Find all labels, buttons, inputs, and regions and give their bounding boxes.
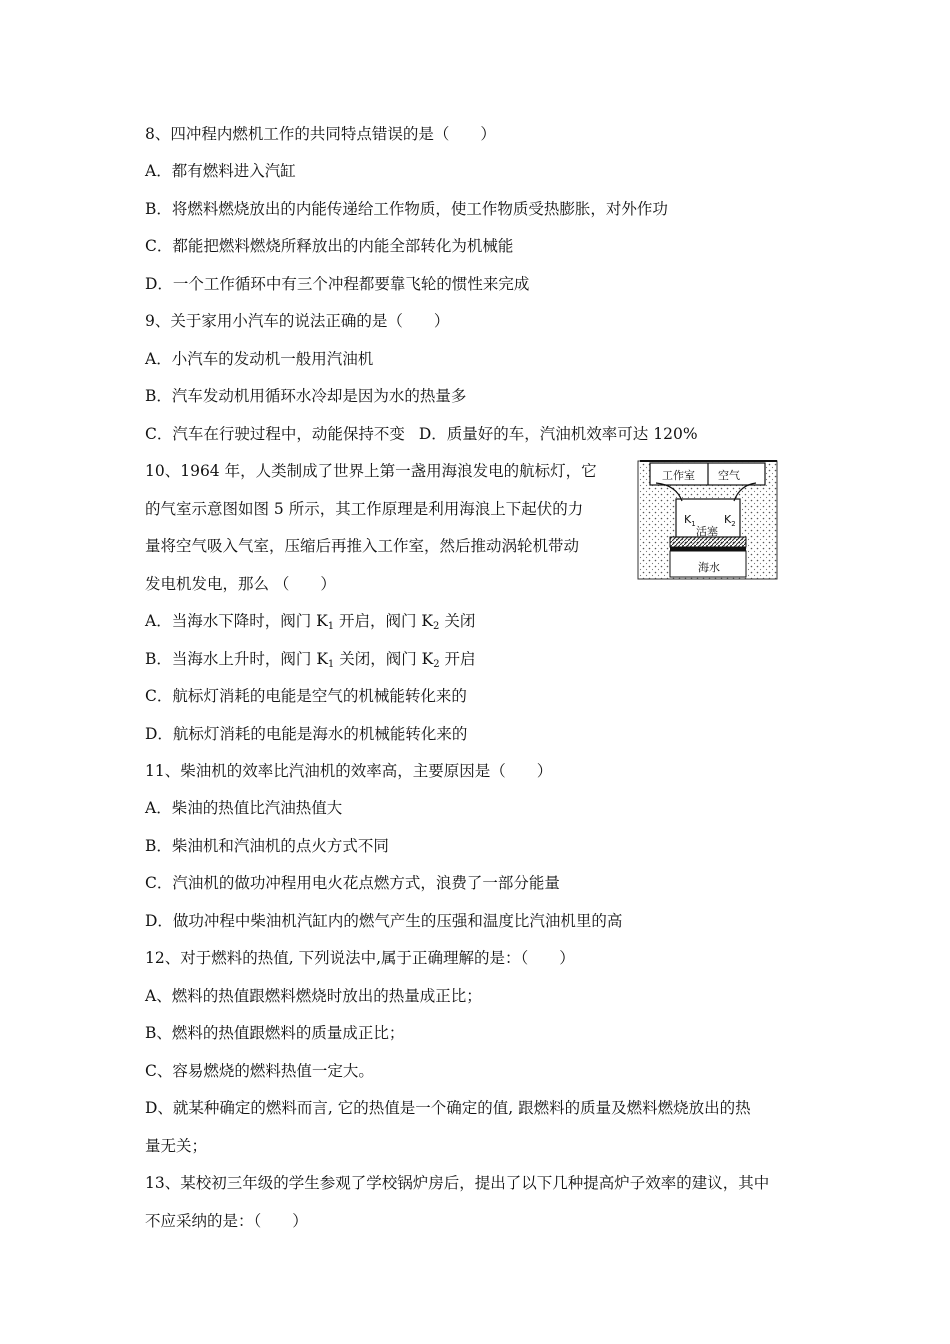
q10-option-a: A．当海水下降时，阀门 $K_1$ 开启，阀门 $K_2$ 关闭 xyxy=(145,612,476,632)
fig-label-work-room: 工作室 xyxy=(662,469,695,482)
q12-option-d-line1: D、就某种确定的燃料而言, 它的热值是一个确定的值, 跟燃料的质量及燃料燃烧放出的热 xyxy=(145,1099,751,1117)
air-chamber-figure xyxy=(636,457,779,581)
q13-stem-line1: 13、某校初三年级的学生参观了学校锅炉房后，提出了以下几种提高炉子效率的建议，其中 xyxy=(145,1174,770,1192)
q11-option-c: C．汽油机的做功冲程用电火花点燃方式，浪费了一部分能量 xyxy=(145,874,560,892)
q12-option-d-line2: 量无关； xyxy=(145,1137,208,1155)
fig-label-k1: $K_1$ xyxy=(684,513,696,528)
q11-option-b: B．柴油机和汽油机的点火方式不同 xyxy=(145,837,389,855)
q10-stem-line4: 发电机发电，那么 （ ） xyxy=(145,575,336,593)
q8-stem: 8、四冲程内燃机工作的共同特点错误的是（ ） xyxy=(145,125,496,143)
q9-option-b: B．汽车发动机用循环水冷却是因为水的热量多 xyxy=(145,387,467,405)
q9-option-d: D．质量好的车，汽油机效率可达 120% xyxy=(418,425,698,443)
q11-option-a: A．柴油的热值比汽油热值大 xyxy=(145,799,343,817)
q12-option-c: C、容易燃烧的燃料热值一定大。 xyxy=(145,1062,374,1080)
q10-stem-line1: 10、1964 年，人类制成了世界上第一盏用海浪发电的航标灯，它 xyxy=(145,462,597,480)
q8-option-c: C．都能把燃料燃烧所释放出的内能全部转化为机械能 xyxy=(145,237,514,255)
q8-option-a: A．都有燃料进入汽缸 xyxy=(145,162,296,180)
q10-stem-line3: 量将空气吸入气室，压缩后再推入工作室，然后推动涡轮机带动 xyxy=(145,537,580,555)
q10-stem-line2: 的气室示意图如图 5 所示，其工作原理是利用海浪上下起伏的力 xyxy=(145,500,584,518)
q13-stem-line2: 不应采纳的是：（ ） xyxy=(145,1212,308,1230)
q10-option-c: C．航标灯消耗的电能是空气的机械能转化来的 xyxy=(145,687,467,705)
air-chamber-diagram xyxy=(636,457,779,581)
fig-label-k2: $K_2$ xyxy=(724,513,736,528)
q9-option-a: A．小汽车的发动机一般用汽油机 xyxy=(145,350,374,368)
q8-option-b: B．将燃料燃烧放出的内能传递给工作物质，使工作物质受热膨胀，对外作功 xyxy=(145,200,668,218)
q9-option-c: C．汽车在行驶过程中，动能保持不变 xyxy=(145,425,405,443)
q8-option-d: D．一个工作循环中有三个冲程都要靠飞轮的惯性来完成 xyxy=(145,275,530,293)
q12-stem: 12、对于燃料的热值, 下列说法中,属于正确理解的是：（ ） xyxy=(145,949,575,967)
q12-option-a: A、燃料的热值跟燃料燃烧时放出的热量成正比； xyxy=(145,987,482,1005)
q12-option-b: B、燃料的热值跟燃料的质量成正比； xyxy=(145,1024,405,1042)
fig-label-air: 空气 xyxy=(718,469,740,482)
fig-label-seawater: 海水 xyxy=(698,561,720,574)
q9-options-cd xyxy=(145,424,698,444)
q10-option-b: B．当海水上升时，阀门 $K_1$ 关闭，阀门 $K_2$ 开启 xyxy=(145,650,476,670)
q10-option-d: D．航标灯消耗的电能是海水的机械能转化来的 xyxy=(145,725,468,743)
q11-option-d: D．做功冲程中柴油机汽缸内的燃气产生的压强和温度比汽油机里的高 xyxy=(145,912,623,930)
fig-label-piston: 活塞 xyxy=(696,525,718,538)
q9-stem: 9、关于家用小汽车的说法正确的是（ ） xyxy=(145,312,450,330)
q11-stem: 11、柴油机的效率比汽油机的效率高，主要原因是（ ） xyxy=(145,762,553,780)
